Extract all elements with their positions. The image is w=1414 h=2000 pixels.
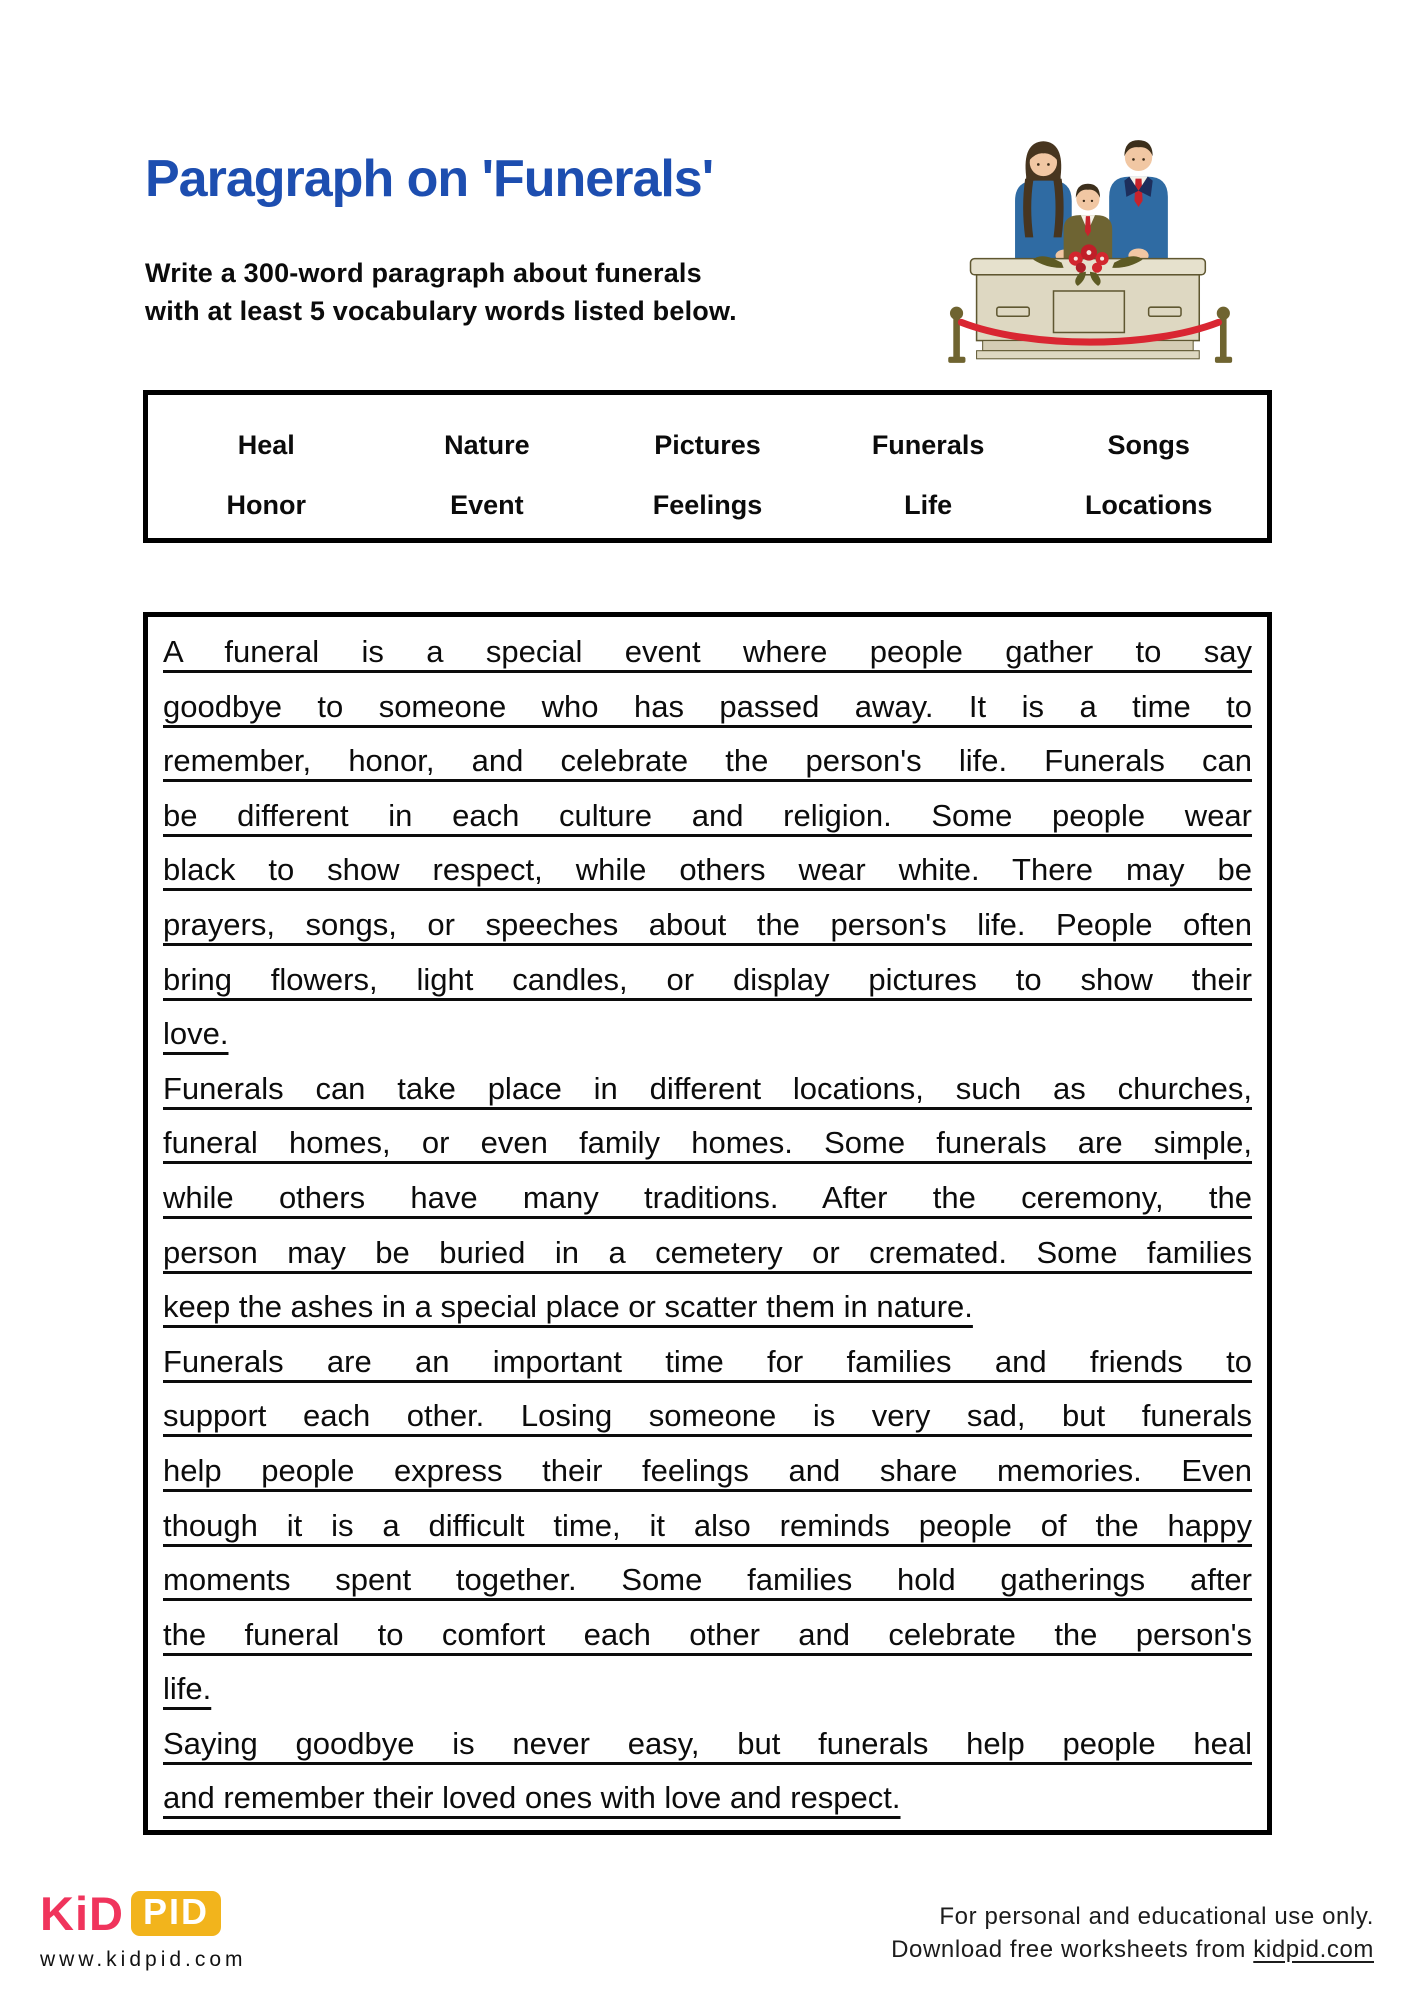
vocab-word: Feelings [652, 490, 763, 521]
paragraph-line: support each other. Losing someone is very sad, but funerals [163, 1398, 1252, 1434]
vocab-word: Songs [1107, 429, 1190, 460]
instruction-line-2: with at least 5 vocabulary words listed below. [145, 296, 737, 326]
vocab-word: Honor [226, 490, 307, 521]
vocab-word: Pictures [654, 429, 761, 460]
paragraph-line: keep the ashes in a special place or scatter them in nature. [163, 1289, 973, 1325]
kidpid-logo [40, 1886, 247, 1972]
vocab-word: Event [450, 490, 524, 521]
vocab-word: Heal [237, 429, 295, 460]
instructions [145, 254, 737, 330]
footer-note-prefix: Download free worksheets from [891, 1936, 1254, 1963]
paragraph-line: A funeral is a special event where people gather to say [163, 634, 1252, 669]
logo-pid-badge: PID [131, 1891, 221, 1936]
paragraph [163, 625, 1252, 1062]
paragraph-line: Saying goodbye is never easy, but funerals help people heal [163, 1725, 1252, 1761]
page-title: Paragraph on 'Funerals' [145, 150, 714, 208]
paragraph [163, 1717, 1252, 1826]
logo-website-url[interactable]: www.kidpid.com [40, 1948, 247, 1971]
mourner-man-icon [1109, 140, 1168, 262]
paragraph-line: funeral homes, or even family homes. Some funerals are simple, [163, 1125, 1252, 1161]
paragraph-line: though it is a difficult time, it also reminds people of the happy [163, 1507, 1252, 1543]
paragraph-line: moments spent together. Some families hold gatherings after [163, 1562, 1252, 1598]
instruction-line-1: Write a 300-word paragraph about funerals [145, 258, 702, 288]
paragraph [163, 1335, 1252, 1717]
vocabulary-box [143, 390, 1272, 543]
paragraph-line: Funerals can take place in different locations, such as churches, [163, 1070, 1252, 1106]
paragraph-line: help people express their feelings and share memories. Even [163, 1452, 1252, 1488]
paragraph-text-box [143, 612, 1272, 1835]
paragraph-line: the funeral to comfort each other and celebrate the person's [163, 1616, 1252, 1652]
paragraph-line: goodbye to someone who has passed away. It is a time to [163, 688, 1252, 724]
paragraph-line: while others have many traditions. After the ceremony, the [163, 1179, 1252, 1215]
paragraph [163, 1062, 1252, 1335]
footer-note-line-2 [891, 1933, 1374, 1966]
footer-note [891, 1900, 1374, 1966]
logo-kid-text: KiD [40, 1887, 124, 1940]
footer-note-line-1: For personal and educational use only. [939, 1903, 1374, 1930]
vocab-word: Locations [1084, 490, 1213, 521]
paragraph-line: love. [163, 1016, 229, 1052]
paragraph-line: person may be buried in a cemetery or cremated. Some families [163, 1234, 1252, 1270]
paragraph-line: Funerals are an important time for families and friends to [163, 1343, 1252, 1379]
paragraph-line: be different in each culture and religion. Some people wear [163, 797, 1252, 833]
logo-row [40, 1886, 247, 1941]
paragraph-line: and remember their loved ones with love and respect. [163, 1780, 901, 1816]
vocab-word: Nature [444, 429, 530, 460]
vocab-word: Life [904, 490, 953, 521]
paragraph-line: life. [163, 1671, 212, 1707]
paragraph-line: remember, honor, and celebrate the person's life. Funerals can [163, 743, 1252, 779]
paragraph-line: black to show respect, while others wear white. There may be [163, 852, 1252, 888]
vocab-word: Funerals [871, 429, 985, 460]
paragraph-line: prayers, songs, or speeches about the person's life. People often [163, 906, 1252, 942]
paragraph-line: bring flowers, light candles, or display pictures to show their [163, 961, 1252, 997]
funeral-illustration [928, 126, 1262, 374]
kidpid-link[interactable]: kidpid.com [1253, 1936, 1374, 1963]
